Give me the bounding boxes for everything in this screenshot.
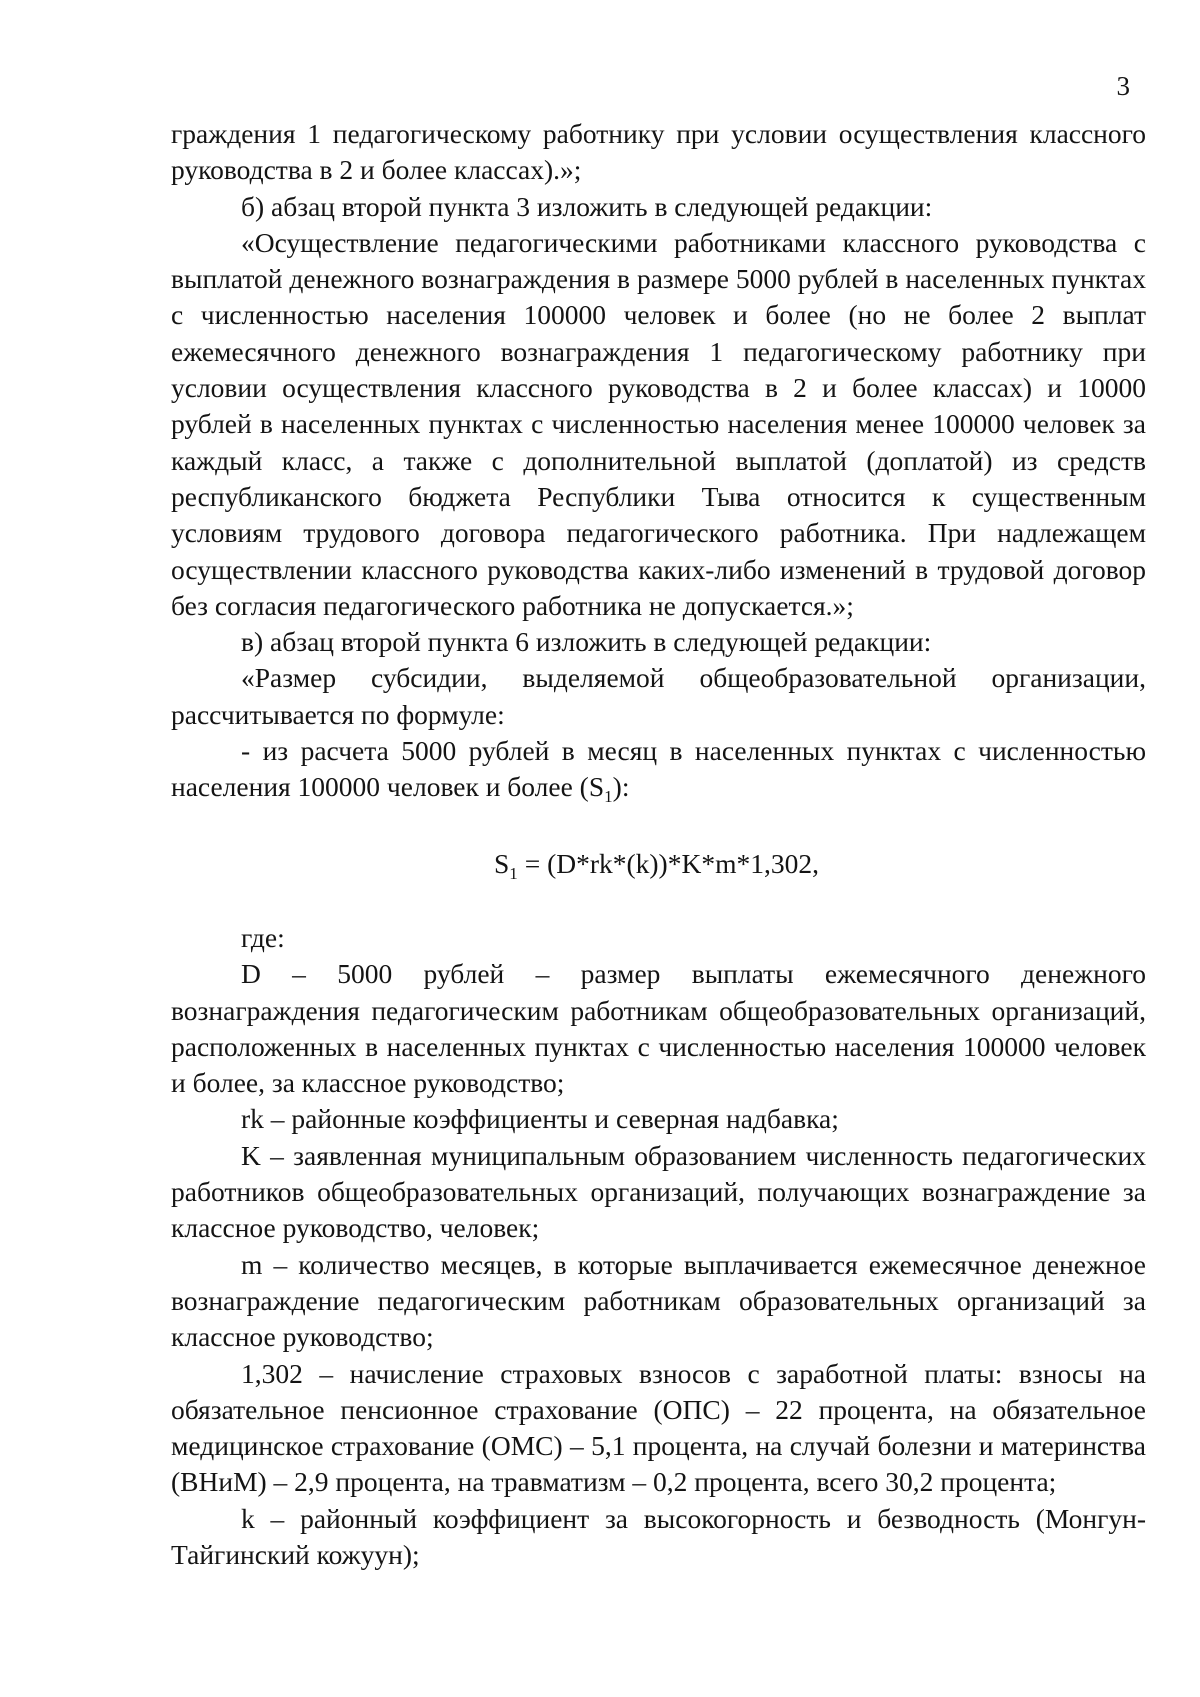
formula-rhs: = (D*rk*(k))*K*m*1,302, <box>517 847 819 879</box>
paragraph-calculation-basis <box>171 733 1146 810</box>
definition-k-lower: k – районный коэффициент за высокогорность и безводность (Монгун-Тайгинский кожуун); <box>171 1502 1146 1570</box>
definition-d: D – 5000 рублей – размер выплаты ежемесячного денежного вознаграждения педагогическим работникам общеобразовательных организаций, расположенных в населенных пунктах с численностью населения 100000 человек и более, за классное руководство; <box>171 958 1146 1099</box>
formula-s1 <box>171 846 1146 886</box>
calculation-basis-text: - из расчета 5000 рублей в месяц в населенных пунктах с численностью населения 100000 человек и более (S <box>171 735 1146 803</box>
calculation-basis-subscript: 1 <box>604 787 613 807</box>
paragraph-amendment-b: б) абзац второй пункта 3 изложить в следующей редакции: <box>241 190 933 222</box>
calculation-basis-end: ): <box>612 771 630 803</box>
paragraph-where: где: <box>241 921 285 953</box>
paragraph-continuation: граждения 1 педагогическому работнику при условии осуществления классного руководства в 2 и более классах).»; <box>171 118 1146 186</box>
definition-m: m – количество месяцев, в которые выплачивается ежемесячное денежное вознаграждение педагогическим работникам образовательных организаций за классное руководство; <box>171 1248 1146 1353</box>
paragraph-class-leadership-terms: «Осуществление педагогическими работниками классного руководства с выплатой денежного вознаграждения в размере 5000 рублей в населенных пунктах с численностью населения 100000 человек и более (но не более 2 выплат ежемесячного денежного вознаграждения 1 педагогическому работнику при условии осуществления классного руководства в 2 и более классах) и 10000 рублей в населенных пунктах с численностью населения менее 100000 человек за каждый класс, а также с дополнительной выплатой (доплатой) из средств республиканского бюджета Республики Тыва относится к существенным условиям трудового договора педагогического работника. При надлежащем осуществлении классного руководства каких-либо изменений в трудовой договор без согласия педагогического работника не допускается.»; <box>171 226 1146 621</box>
definition-rk: rk – районные коэффициенты и северная надбавка; <box>241 1103 839 1135</box>
paragraph-subsidy-formula-intro: «Размер субсидии, выделяемой общеобразовательной организации, рассчитывается по формуле: <box>171 662 1146 730</box>
paragraph-amendment-v: в) абзац второй пункта 6 изложить в следующей редакции: <box>241 626 932 658</box>
definition-1302: 1,302 – начисление страховых взносов с заработной платы: взносы на обязательное пенсионное страхование (ОПС) – 22 процента, на обязательное медицинское страхование (ОМС) – 5,1 процента, на случай болезни и материнства (ВНиМ) – 2,9 процента, на травматизм – 0,2 процента, всего 30,2 процента; <box>171 1357 1146 1498</box>
definition-k-upper: K – заявленная муниципальным образованием численность педагогических работников общеобразовательных организаций, получающих вознаграждение за классное руководство, человек; <box>171 1139 1146 1244</box>
page-number: 3 <box>1116 71 1130 101</box>
formula-subscript: 1 <box>509 863 518 883</box>
formula-lhs: S <box>494 847 510 879</box>
document-body <box>171 116 1146 1573</box>
